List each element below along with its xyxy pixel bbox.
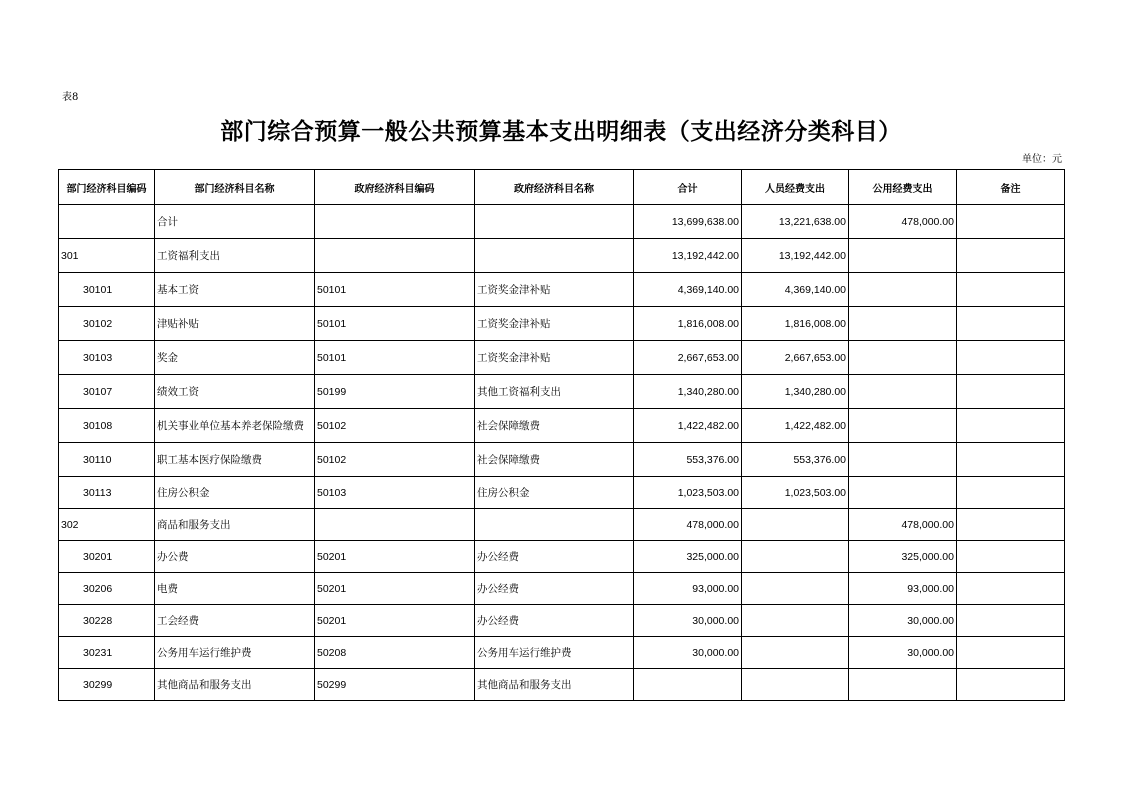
cell-total: 1,422,482.00: [634, 409, 742, 443]
header-dept-name: 部门经济科目名称: [155, 170, 315, 205]
cell-note: [957, 239, 1065, 273]
table-header-row: [59, 170, 1065, 205]
cell-public: [849, 477, 957, 509]
cell-total: 478,000.00: [634, 509, 742, 541]
cell-dept-name: 绩效工资: [155, 375, 315, 409]
cell-note: [957, 273, 1065, 307]
cell-gov-name: 社会保障缴费: [475, 409, 634, 443]
cell-personnel: [742, 637, 849, 669]
cell-public: 478,000.00: [849, 509, 957, 541]
cell-gov-name: 其他工资福利支出: [475, 375, 634, 409]
cell-dept-name: 工资福利支出: [155, 239, 315, 273]
cell-personnel: 1,422,482.00: [742, 409, 849, 443]
cell-personnel: 2,667,653.00: [742, 341, 849, 375]
cell-public: [849, 341, 957, 375]
cell-note: [957, 637, 1065, 669]
cell-dept-name: 职工基本医疗保险缴费: [155, 443, 315, 477]
cell-dept-code: 30299: [59, 669, 155, 701]
cell-public: 325,000.00: [849, 541, 957, 573]
cell-gov-code: 50199: [315, 375, 475, 409]
header-public: 公用经费支出: [849, 170, 957, 205]
cell-dept-name: 电费: [155, 573, 315, 605]
cell-public: [849, 375, 957, 409]
cell-dept-name: 商品和服务支出: [155, 509, 315, 541]
cell-gov-name: 办公经费: [475, 541, 634, 573]
cell-gov-name: 工资奖金津补贴: [475, 273, 634, 307]
cell-total: 2,667,653.00: [634, 341, 742, 375]
cell-dept-name: 合计: [155, 205, 315, 239]
cell-public: [849, 273, 957, 307]
table-row: [59, 443, 1065, 477]
cell-note: [957, 409, 1065, 443]
table-row: [59, 541, 1065, 573]
cell-dept-name: 津贴补贴: [155, 307, 315, 341]
cell-dept-name: 工会经费: [155, 605, 315, 637]
header-note: 备注: [957, 170, 1065, 205]
cell-dept-name: 其他商品和服务支出: [155, 669, 315, 701]
table-row: [59, 307, 1065, 341]
cell-dept-code: 30231: [59, 637, 155, 669]
cell-note: [957, 307, 1065, 341]
cell-gov-code: 50201: [315, 605, 475, 637]
cell-dept-code: 301: [59, 239, 155, 273]
cell-public: 30,000.00: [849, 605, 957, 637]
cell-public: [849, 443, 957, 477]
cell-personnel: 1,340,280.00: [742, 375, 849, 409]
table-row: [59, 669, 1065, 701]
cell-total: 30,000.00: [634, 637, 742, 669]
cell-gov-name: 公务用车运行维护费: [475, 637, 634, 669]
cell-total: 13,192,442.00: [634, 239, 742, 273]
table-row: [59, 375, 1065, 409]
table-row: [59, 605, 1065, 637]
cell-dept-code: 30201: [59, 541, 155, 573]
cell-personnel: [742, 509, 849, 541]
cell-gov-code: [315, 205, 475, 239]
cell-dept-code: 30102: [59, 307, 155, 341]
cell-note: [957, 541, 1065, 573]
cell-personnel: [742, 669, 849, 701]
cell-gov-code: 50101: [315, 341, 475, 375]
cell-dept-code: 30113: [59, 477, 155, 509]
cell-public: [849, 669, 957, 701]
cell-gov-code: 50102: [315, 409, 475, 443]
cell-gov-code: 50102: [315, 443, 475, 477]
cell-dept-name: 机关事业单位基本养老保险缴费: [155, 409, 315, 443]
cell-gov-code: 50101: [315, 273, 475, 307]
cell-dept-code: 30103: [59, 341, 155, 375]
cell-dept-code: 30101: [59, 273, 155, 307]
cell-total: 4,369,140.00: [634, 273, 742, 307]
cell-gov-name: 社会保障缴费: [475, 443, 634, 477]
table-row: [59, 273, 1065, 307]
table-row: [59, 341, 1065, 375]
cell-gov-name: [475, 509, 634, 541]
header-total: 合计: [634, 170, 742, 205]
cell-total: [634, 669, 742, 701]
cell-gov-code: 50101: [315, 307, 475, 341]
cell-note: [957, 477, 1065, 509]
table-row: [59, 239, 1065, 273]
cell-note: [957, 509, 1065, 541]
cell-personnel: 13,221,638.00: [742, 205, 849, 239]
table-row: [59, 637, 1065, 669]
cell-personnel: [742, 573, 849, 605]
cell-total: 1,340,280.00: [634, 375, 742, 409]
cell-personnel: [742, 541, 849, 573]
cell-public: 478,000.00: [849, 205, 957, 239]
cell-dept-code: 302: [59, 509, 155, 541]
cell-note: [957, 573, 1065, 605]
cell-personnel: [742, 605, 849, 637]
cell-gov-code: 50201: [315, 573, 475, 605]
cell-dept-code: 30206: [59, 573, 155, 605]
cell-dept-name: 公务用车运行维护费: [155, 637, 315, 669]
cell-note: [957, 605, 1065, 637]
cell-public: [849, 307, 957, 341]
cell-total: 553,376.00: [634, 443, 742, 477]
cell-total: 13,699,638.00: [634, 205, 742, 239]
cell-gov-name: 住房公积金: [475, 477, 634, 509]
header-personnel: 人员经费支出: [742, 170, 849, 205]
cell-dept-code: 30110: [59, 443, 155, 477]
cell-note: [957, 205, 1065, 239]
cell-personnel: 13,192,442.00: [742, 239, 849, 273]
cell-gov-code: [315, 509, 475, 541]
cell-dept-name: 奖金: [155, 341, 315, 375]
cell-personnel: 1,023,503.00: [742, 477, 849, 509]
table-row: [59, 509, 1065, 541]
cell-personnel: 1,816,008.00: [742, 307, 849, 341]
cell-note: [957, 669, 1065, 701]
cell-gov-name: [475, 205, 634, 239]
table-row: [59, 573, 1065, 605]
cell-dept-code: 30228: [59, 605, 155, 637]
table-number: 表8: [62, 92, 79, 103]
cell-gov-name: 办公经费: [475, 573, 634, 605]
header-gov-code: 政府经济科目编码: [315, 170, 475, 205]
cell-gov-code: 50299: [315, 669, 475, 701]
cell-gov-name: 其他商品和服务支出: [475, 669, 634, 701]
cell-total: 1,023,503.00: [634, 477, 742, 509]
cell-public: 93,000.00: [849, 573, 957, 605]
cell-personnel: 553,376.00: [742, 443, 849, 477]
cell-total: 325,000.00: [634, 541, 742, 573]
cell-note: [957, 375, 1065, 409]
cell-note: [957, 443, 1065, 477]
cell-personnel: 4,369,140.00: [742, 273, 849, 307]
expenditure-detail-table: [58, 169, 1065, 701]
header-dept-code: 部门经济科目编码: [59, 170, 155, 205]
cell-total: 30,000.00: [634, 605, 742, 637]
table-row: [59, 205, 1065, 239]
cell-gov-name: 工资奖金津补贴: [475, 341, 634, 375]
header-gov-name: 政府经济科目名称: [475, 170, 634, 205]
cell-gov-name: 办公经费: [475, 605, 634, 637]
cell-dept-name: 办公费: [155, 541, 315, 573]
page-title: 部门综合预算一般公共预算基本支出明细表（支出经济分类科目）: [220, 119, 902, 145]
cell-note: [957, 341, 1065, 375]
cell-gov-code: 50103: [315, 477, 475, 509]
cell-total: 93,000.00: [634, 573, 742, 605]
cell-gov-name: [475, 239, 634, 273]
table-row: [59, 477, 1065, 509]
cell-total: 1,816,008.00: [634, 307, 742, 341]
cell-public: [849, 409, 957, 443]
cell-public: 30,000.00: [849, 637, 957, 669]
cell-dept-code: [59, 205, 155, 239]
cell-gov-code: 50201: [315, 541, 475, 573]
unit-label: 单位：元: [1022, 154, 1062, 165]
cell-dept-name: 住房公积金: [155, 477, 315, 509]
cell-public: [849, 239, 957, 273]
table-row: [59, 409, 1065, 443]
cell-gov-name: 工资奖金津补贴: [475, 307, 634, 341]
cell-gov-code: 50208: [315, 637, 475, 669]
cell-dept-name: 基本工资: [155, 273, 315, 307]
cell-gov-code: [315, 239, 475, 273]
cell-dept-code: 30107: [59, 375, 155, 409]
cell-dept-code: 30108: [59, 409, 155, 443]
